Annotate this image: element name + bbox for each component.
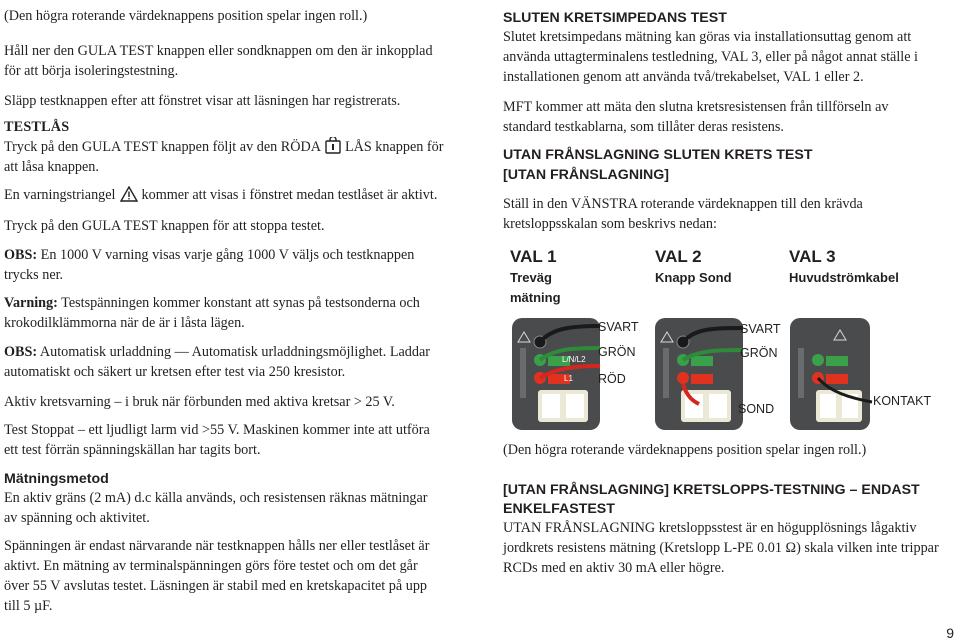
paragraph-warning-triangle bbox=[4, 185, 437, 209]
paragraph-test-stopped-line1: Test Stoppat – ett ljudligt larm vid >55 V. Maskinen kommer inte att utföra bbox=[4, 422, 430, 438]
paragraph-loop-line2: jordkrets resistens mätning (Kretslopp L-PE 0.01 Ω) skala vilken inte trippar bbox=[503, 540, 939, 556]
heading-testlas: TESTLÅS bbox=[4, 119, 70, 135]
val3-title: VAL 3 bbox=[789, 247, 836, 266]
paragraph-obs2-line1 bbox=[4, 342, 430, 363]
paragraph-hold-test-line2: för att börja isoleringstestning. bbox=[4, 63, 179, 79]
paragraph-varning-line1 bbox=[4, 293, 420, 314]
val2-label-black: SVART bbox=[740, 322, 781, 336]
paragraph-obs2-line2: automatiskt och säkert ur kretsen efter test via 250 kresistor. bbox=[4, 364, 346, 380]
paragraph-rotary-note: (Den högra roterande värdeknappens position spelar ingen roll.) bbox=[4, 8, 368, 24]
paragraph-release: Släpp testknappen efter att fönstret visar att läsningen har registrerats. bbox=[4, 93, 401, 109]
val2-title: VAL 2 bbox=[655, 247, 702, 266]
paragraph-active-circuit: Aktiv kretsvarning – i bruk när förbunden med aktiva kretsar > 25 V. bbox=[4, 394, 395, 410]
val3-label-plug: KONTAKT bbox=[873, 394, 932, 408]
paragraph-stop-test: Tryck på den GULA TEST knappen för att stoppa testet. bbox=[4, 218, 325, 234]
heading-loop-testing-line1: [UTAN FRÅNSLAGNING] KRETSLOPPS-TESTNING – ENDAST bbox=[503, 482, 920, 498]
paragraph-obs1-line1 bbox=[4, 245, 414, 266]
obs2-text: Automatisk urladdning — Automatisk urladdningsmöjlighet. Laddar bbox=[37, 344, 430, 360]
varning-label: Varning: bbox=[4, 295, 58, 311]
val1-terminal-label: L/N/L2 bbox=[562, 355, 586, 364]
paragraph-impedance-line3: installationen genom att använda två/trekabelset, VAL 1 eller 2. bbox=[503, 69, 864, 85]
heading-loop-testing-line2: ENKELFASTEST bbox=[503, 501, 615, 517]
obs2-label: OBS: bbox=[4, 344, 38, 360]
val1-label-red: RÖD bbox=[598, 372, 626, 386]
val2-label-green: GRÖN bbox=[740, 346, 778, 360]
paragraph-test-stopped-line2: ett test förrän spänningskällan har tagits bort. bbox=[4, 442, 261, 458]
obs1-text: En 1000 V varning visas varje gång 1000 V väljs och testknappen bbox=[37, 247, 415, 263]
val1-label-green: GRÖN bbox=[598, 345, 636, 359]
val3-subtitle: Huvudströmkabel bbox=[789, 270, 899, 285]
warning-text-b: kommer att visas i fönstret medan testlåset är aktivt. bbox=[141, 187, 438, 203]
testlas-text-b: LÅS knappen för bbox=[344, 139, 444, 155]
val1-terminal-label-l1: L1 bbox=[564, 374, 573, 383]
heading-no-trip-line1: UTAN FRÅNSLAGNING SLUTEN KRETS TEST bbox=[503, 147, 813, 163]
paragraph-voltage-line1: Spänningen är endast närvarande när testknappen hålls ner eller testlåset är bbox=[4, 538, 430, 554]
val3-device-illustration bbox=[790, 318, 930, 430]
paragraph-mft-line1: MFT kommer att mäta den slutna kretsresistensen från tillförseln av bbox=[503, 99, 889, 115]
lock-icon bbox=[325, 137, 341, 161]
paragraph-loop-line3: RCDs med en aktiv 30 mA eller högre. bbox=[503, 560, 725, 576]
paragraph-mft-line2: standard testkablarna, som tillåter deras resistens. bbox=[503, 119, 784, 135]
paragraph-impedance-line1: Slutet kretsimpedans mätning kan göras via installationsuttag genom att bbox=[503, 29, 912, 45]
page-number: 9 bbox=[946, 625, 954, 641]
paragraph-hold-test-line1: Håll ner den GULA TEST knappen eller sondknappen om den är inkopplad bbox=[4, 43, 433, 59]
obs1-label: OBS: bbox=[4, 247, 38, 263]
paragraph-method-line2: av spänning och aktivitet. bbox=[4, 510, 150, 526]
paragraph-method-line1: En aktiv gräns (2 mA) d.c källa används, och resistensen räknas mätningar bbox=[4, 490, 428, 506]
val2-label-probe: SOND bbox=[738, 402, 775, 416]
paragraph-loop-line1: UTAN FRÅNSLAGNING kretsloppsstest är en högupplösnings lågaktiv bbox=[503, 520, 917, 536]
warning-text-a: En varningstriangel bbox=[4, 187, 116, 203]
paragraph-set-left-knob-line2: kretsloppsskalan som beskrivs nedan: bbox=[503, 216, 717, 232]
paragraph-testlas-line2: att låsa knappen. bbox=[4, 159, 99, 175]
paragraph-impedance-line2: använda uttagterminalens testledning, VAL 3, eller på något annat ställe i bbox=[503, 49, 918, 65]
paragraph-set-left-knob-line1: Ställ in den VÄNSTRA roterande värdeknappen till den krävda bbox=[503, 196, 863, 212]
paragraph-rotary-note-right: (Den högra roterande värdeknappens position spelar ingen roll.) bbox=[503, 442, 867, 458]
paragraph-varning-line2: krokodilklämmorna när de är i låsta lägen. bbox=[4, 315, 245, 331]
paragraph-voltage-line3: över 55 V avslutas testet. Läsningen är stabil med en kretskapacitet på upp bbox=[4, 578, 428, 594]
warning-triangle-icon bbox=[120, 186, 138, 209]
val1-subtitle-line2: mätning bbox=[510, 290, 561, 305]
testlas-text-a: Tryck på den GULA TEST knappen följt av den RÖDA bbox=[4, 139, 321, 155]
val1-label-black: SVART bbox=[598, 320, 639, 334]
heading-closed-circuit-impedance: SLUTEN KRETSIMPEDANS TEST bbox=[503, 10, 727, 26]
paragraph-voltage-line4: till 5 µF. bbox=[4, 598, 53, 614]
paragraph-voltage-line2: aktivt. En mätning av terminalspänningen görs före testet och om det går bbox=[4, 558, 418, 574]
paragraph-obs1-line2: trycks ner. bbox=[4, 267, 64, 283]
heading-no-trip-line2: [UTAN FRÅNSLAGNING] bbox=[503, 167, 670, 183]
heading-measurement-method: Mätningsmetod bbox=[4, 471, 109, 487]
val1-subtitle-line1: Treväg bbox=[510, 270, 552, 285]
val2-subtitle: Knapp Sond bbox=[655, 270, 732, 285]
val1-title: VAL 1 bbox=[510, 247, 557, 266]
varning-text: Testspänningen kommer konstant att synas på testsonderna och bbox=[57, 295, 420, 311]
